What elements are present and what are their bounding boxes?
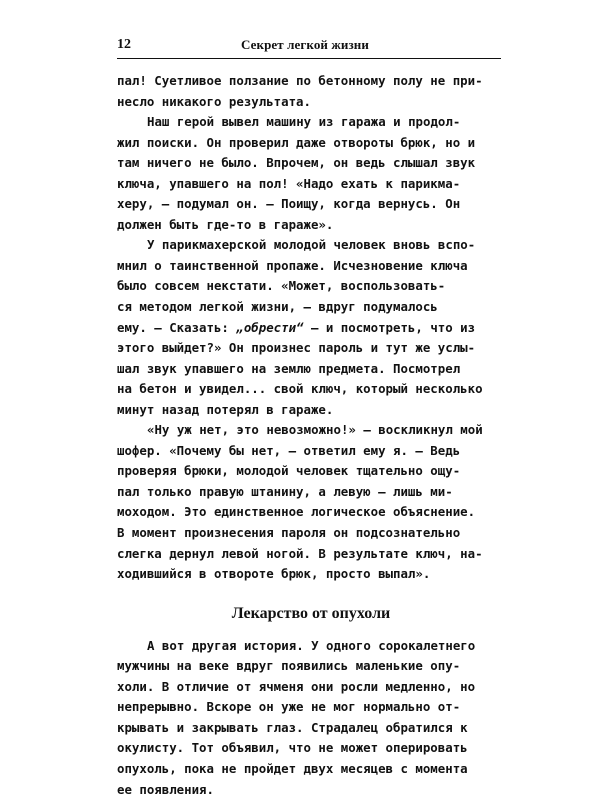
running-title: Секрет легкой жизни: [241, 37, 369, 53]
text-line: там ничего не было. Впрочем, он ведь слышал звук: [117, 153, 501, 174]
page-number: 12: [117, 37, 131, 53]
paragraphs-bottom: [117, 636, 501, 800]
text-line: крывать и закрывать глаз. Страдалец обратился к: [117, 718, 501, 739]
text-line: херу, — подумал он. — Поищу, когда вернусь. Он: [117, 194, 501, 215]
section-heading: Лекарство от опухоли: [117, 604, 501, 624]
text-line: ее появления.: [117, 780, 501, 800]
text-line: проверяя брюки, молодой человек тщательно ощу-: [117, 461, 501, 482]
paragraph: [117, 112, 501, 235]
text-line: «Ну уж нет, это невозможно!» — воскликнул мой: [117, 420, 501, 441]
paragraph: [117, 420, 501, 584]
text-line: Наш герой вывел машину из гаража и продол-: [117, 112, 501, 133]
body-text: [117, 71, 501, 800]
text-line: У парикмахерской молодой человек вновь вспо-: [117, 235, 501, 256]
paragraphs-top: [117, 71, 501, 585]
text-line: шал звук упавшего на землю предмета. Посмотрел: [117, 359, 501, 380]
paragraph: [117, 235, 501, 420]
text-line: жил поиски. Он проверил даже отвороты брюк, но и: [117, 133, 501, 154]
text-line: В момент произнесения пароля он подсознательно: [117, 523, 501, 544]
paragraph: [117, 71, 501, 112]
text-line: было совсем некстати. «Может, воспользовать-: [117, 276, 501, 297]
text-line: ся методом легкой жизни, — вдруг подумалось: [117, 297, 501, 318]
text-line: непрерывно. Вскоре он уже не мог нормально от-: [117, 697, 501, 718]
running-header: [117, 36, 501, 59]
text-line: А вот другая история. У одного сорокалетнего: [117, 636, 501, 657]
text-line: ему. — Сказать: „обрести“ — и посмотреть, что из: [117, 318, 501, 339]
text-line: мнил о таинственной пропаже. Исчезновение ключа: [117, 256, 501, 277]
text-line: пал только правую штанину, а левую — лишь ми-: [117, 482, 501, 503]
text-line: мужчины на веке вдруг появились маленькие опу-: [117, 656, 501, 677]
text-line: окулисту. Тот объявил, что не может оперировать: [117, 738, 501, 759]
text-line: должен быть где-то в гараже».: [117, 215, 501, 236]
text-line: ходившийся в отвороте брюк, просто выпал».: [117, 564, 501, 585]
text-line: пал! Суетливое ползание по бетонному полу не при-: [117, 71, 501, 92]
text-line: на бетон и увидел... свой ключ, который несколько: [117, 379, 501, 400]
text-line: ключа, упавшего на пол! «Надо ехать к парикма-: [117, 174, 501, 195]
text-line: моходом. Это единственное логическое объяснение.: [117, 502, 501, 523]
text-line: шофер. «Почему бы нет, — ответил ему я. — Ведь: [117, 441, 501, 462]
text-line: опухоль, пока не пройдет двух месяцев с момента: [117, 759, 501, 780]
text-line: слегка дернул левой ногой. В результате ключ, на-: [117, 544, 501, 565]
paragraph: [117, 636, 501, 800]
text-line: несло никакого результата.: [117, 92, 501, 113]
text-line: этого выйдет?» Он произнес пароль и тут же услы-: [117, 338, 501, 359]
italic-word: „обрести“: [236, 320, 303, 335]
text-line: минут назад потерял в гараже.: [117, 400, 501, 421]
text-line: холи. В отличие от ячменя они росли медленно, но: [117, 677, 501, 698]
